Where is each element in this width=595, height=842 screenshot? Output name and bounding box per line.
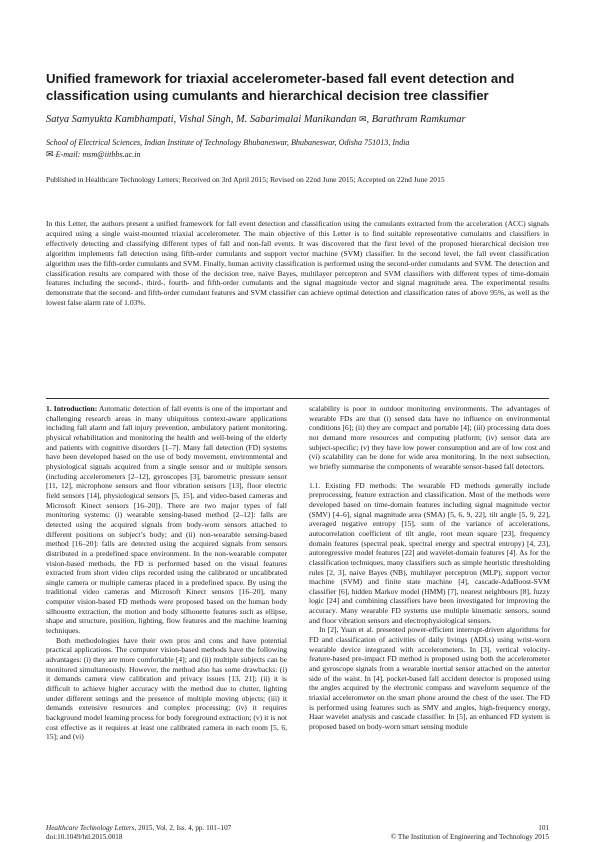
page-number: 101	[538, 824, 549, 832]
intro-paragraph-1	[46, 404, 287, 636]
author-list	[46, 113, 549, 126]
section-heading-introduction: 1. Introduction:	[46, 404, 98, 413]
doi: doi:10.1049/htl.2015.0018	[46, 833, 123, 841]
intro-paragraph-2: Both methodologies have their own pros and cons and have potential practical applications. The computer vision-based methods have the following advantages: (i) they are more comfortable [4]; and (ii) multiple subjects can be monitored simultaneously. However, the method also has some drawbacks: (i) it demands camera view calibration and privacy issues [13, 21]; (ii) it is difficult to achieve higher accuracy with the method due to clutter, lighting under different settings and the presence of multiple moving objects; (iii) it demands extensive resources and complex processing; (iv) it requires background model learning process for body foreground extraction; (v) it is not cost effective as it requires at least one calibrated camera in each room [5, 6, 15]; and (vi)	[46, 635, 287, 742]
right-paragraph-1: scalability is poor in outdoor monitoring environments. The advantages of wearable FDs are that (i) sensed data have no influence on environmental conditions [6]; (ii) they are compact and portable [4]; (iii) processing data does not demand more resources and computing platform; (iv) sensor data are subject-specific; (v) they have low power consumption and are of low cost and (vi) scalability can be done for wide area monitoring. In the next subsection, we briefly summarise the components of wearable sensor-based fall detectors.	[309, 404, 550, 471]
affiliation-block	[46, 138, 549, 160]
corresponding-email: E-mail: msm@iitbbs.ac.in	[55, 149, 141, 159]
copyright: © The Institution of Engineering and Technology 2015	[390, 833, 549, 841]
volume-pages: , 2015, Vol. 2, Iss. 4, pp. 101–107	[134, 824, 232, 832]
journal-name: Healthcare Technology Letters	[46, 824, 135, 832]
footer-citation	[46, 824, 346, 842]
intro-text-1: Automatic detection of fall events is one of the important and challenging research areas in many ubiquitous context-aware applications including fall alarm and fall injury prevention, ambulatory patient monitoring, physical rehabilitation and monitoring the health and well-being of the elderly and patients with cognitive disorders [1–7]. Many fall detection (FD) systems have been developed based on the use of body movement, environmental and physiological signals acquired from a single sensor and or multiple sensors (including accelerometers [2–12], gyroscopes [3], barometric pressure sensor [11, 12], microphone sensors and floor vibration sensors [13], floor electric field sensors [14], physiological sensors [5, 15], and video-based cameras and Microsoft Kinect sensors [16–20]). There are two major types of fall monitoring systems: (i) wearable sensing-based method [2–12]: falls are detected using the acquired signals from body-worn sensors attached to different positions on subject’s body; and (ii) non-wearable sensing-based method [16–20]: falls are detected using the acquired signals from sensors distributed in a predefined space environment. In the non-wearable computer vision-based methods, the FD is performed based on the visual features extracted from short video clips recorded using the calibrated or uncalibrated single camera or multiple cameras placed in a predefined space. By using the traditional video cameras and Microsoft Kinect sensors [16–20], many computer vision-based FD methods were proposed based on the human body silhouette extraction, the motion and body silhouette features such as ellipse, shape and structure, position, lighting, flow features and the machine learning techniques.	[46, 404, 287, 636]
right-column	[309, 404, 550, 812]
subsection-existing-fd-methods: 1.1. Existing FD methods: The wearable FD methods generally include preprocessing, feature extraction and classification. Most of the methods were developed based on time-domain features including signal magnitude vector (SMV) [4–6], signal magnitude area (SMA) [5, 6, 9, 22], tilt angle [5, 9, 22], averaged negative entropy [15], sum of the variance of accelerations, autocorrelation coefficient of tilt angle, root mean square [23], frequency domain features (spectral peak, spectral energy and spectral entropy) [4, 23], autoregressive model features [22] and wavelet-domain features [4]. As for the classification techniques, many classifiers such as simple heuristic thresholding rules [2, 3], naive Bayes (NB), multilayer perceptron (MLP), support vector machine (SVM) and finite state machine [4], cascade-AdaBoost-SVM classifier [6], hidden Markov model (HMM) [7], nearest neighbours [8], fuzzy logic [24] and combining classifiers have been investigated for improving the accuracy. Many wearable FD systems use multiple kinematic sensors, sound and floor vibration sensors and electrophysiological sensors.	[309, 480, 550, 625]
envelope-icon: ✉	[46, 148, 54, 159]
envelope-icon: ✉	[358, 114, 367, 124]
right-paragraph-3: In [2], Yuan et al. presented power-efficient interrupt-driven algorithms for FD and classification of activities of daily livings (ADLs) using wrist-worn wearable device integrated with accelerometers. In [3], vertical velocity-feature-based pre-impact FD method is proposed using both the accelerometer and gyroscope signals from a wearable inertial sensor attached on the anterior side of the waist. In [4], pocket-based fall accident detector is proposed using the angles acquired by the electronic compass and waveform sequence of the triaxial accelerometer on the smart phone around the chest of the user. The FD is performed using features such as SMV and angles, high-frequency energy, Haar wavelet analysis and cascade classifier. In [5], an enhanced FD system is proposed based on body-worn smart sensing module	[309, 625, 550, 731]
journal-line	[46, 824, 346, 833]
authors-tail: , Barathram Ramkumar	[366, 114, 466, 125]
affiliation: School of Electrical Sciences, Indian Institute of Technology Bhubaneswar, Bhubaneswar, Odisha 751013, India	[46, 138, 410, 147]
publication-info: Published in Healthcare Technology Letters; Received on 3rd April 2015; Revised on 22nd June 2015; Accepted on 22nd June 2015	[46, 175, 445, 184]
section-divider	[46, 398, 549, 399]
authors-main: Satya Samyukta Kambhampati, Vishal Singh, M. Sabarimalai Manikandan	[46, 114, 357, 125]
email-line	[46, 149, 549, 161]
paper-title: Unified framework for triaxial accelerometer-based fall event detection and classification using cumulants and hierarchical decision tree classifier	[46, 71, 515, 103]
left-column	[46, 404, 287, 812]
footer-right	[349, 824, 549, 842]
abstract: In this Letter, the authors present a unified framework for fall event detection and classification using the cumulants extracted from the acceleration (ACC) signals acquired using a single waist-mounted triaxial accelerometer. The main objective of this Letter is to find suitable representative cumulants and classifiers in effectively detecting and classifying different types of fall and non-fall events. It was discovered that the first level of the proposed hierarchical decision tree algorithm implements fall detection using fifth-order cumulants and support vector machine (SVM) classifier. In the second level, the fall event classification algorithm uses the fifth-order cumulants and SVM. Finally, human activity classification is performed using the second-order cumulants and SVM. The detection and classification results are compared with those of the decision tree, naive Bayes, multilayer perceptron and SVM classifiers with different types of time-domain features including the second-, third-, fourth- and fifth-order cumulants and the signal magnitude vector and signal magnitude area. The experimental results demonstrate that the second- and fifth-order cumulant features and SVM classifier can achieve optimal detection and classification rates of above 95%, as well as the lowest false alarm rate of 1.03%.	[46, 219, 549, 308]
